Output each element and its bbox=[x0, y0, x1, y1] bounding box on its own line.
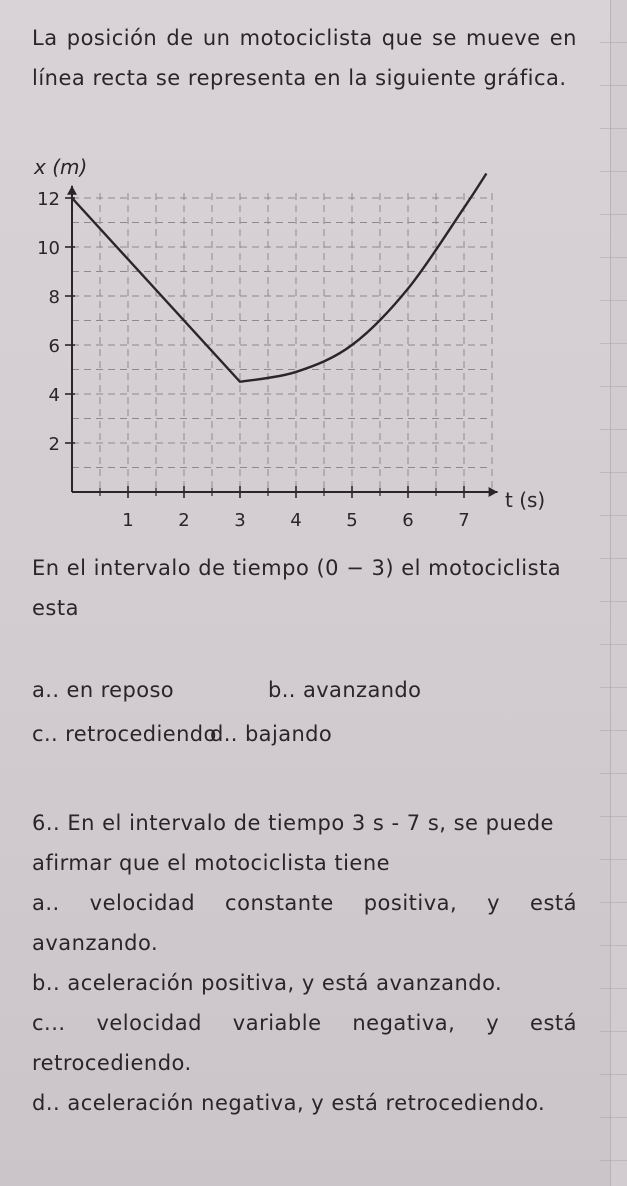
x-axis-arrow-icon bbox=[489, 487, 498, 497]
q5-option-d[interactable]: d.. bajando bbox=[210, 722, 333, 746]
x-tick-label: 4 bbox=[290, 510, 302, 531]
y-tick-label: 4 bbox=[48, 385, 60, 406]
x-tick-label: 1 bbox=[122, 510, 134, 531]
q5-option-a[interactable]: a.. en reposo bbox=[32, 678, 175, 702]
q6-option-c[interactable]: c... velocidad variable negativa, y está retrocediendo. bbox=[32, 1011, 577, 1075]
q6-option-b[interactable]: b.. aceleración positiva, y está avanzando. bbox=[32, 971, 503, 995]
y-tick-label: 10 bbox=[37, 238, 60, 259]
y-axis-label: x (m) bbox=[34, 155, 88, 179]
y-tick-label: 6 bbox=[48, 336, 60, 357]
x-tick-label: 3 bbox=[234, 510, 246, 531]
q6-option-a[interactable]: a.. velocidad constante positiva, y está avanzando. bbox=[32, 891, 577, 955]
y-axis-arrow-icon bbox=[67, 186, 77, 195]
y-tick-label: 8 bbox=[48, 287, 60, 308]
x-tick-label: 2 bbox=[178, 510, 190, 531]
problem-intro: La posición de un motociclista que se mueve en línea recta se representa en la siguiente gráfica. bbox=[32, 26, 577, 90]
chart-ticks bbox=[37, 189, 470, 531]
x-tick-label: 5 bbox=[346, 510, 358, 531]
y-tick-label: 2 bbox=[48, 434, 60, 455]
question-5-text: En el intervalo de tiempo (0 − 3) el motociclista esta bbox=[32, 556, 562, 620]
chart-grid bbox=[72, 193, 492, 492]
q5-option-c[interactable]: c.. retrocediendo bbox=[32, 722, 217, 746]
x-axis-label: t (s) bbox=[505, 488, 546, 512]
chart-svg bbox=[0, 150, 600, 550]
x-tick-label: 6 bbox=[402, 510, 414, 531]
y-tick-label: 12 bbox=[37, 189, 60, 210]
position-time-chart bbox=[0, 150, 600, 550]
q6-option-d[interactable]: d.. aceleración negativa, y está retrocediendo. bbox=[32, 1091, 546, 1115]
x-tick-label: 7 bbox=[458, 510, 470, 531]
question-6-text: 6.. En el intervalo de tiempo 3 s - 7 s, se puede afirmar que el motociclista tiene bbox=[32, 811, 554, 875]
position-curve bbox=[72, 174, 486, 382]
chart-axes bbox=[67, 186, 498, 497]
notebook-lines bbox=[600, 0, 627, 1186]
q5-option-b[interactable]: b.. avanzando bbox=[268, 678, 422, 702]
